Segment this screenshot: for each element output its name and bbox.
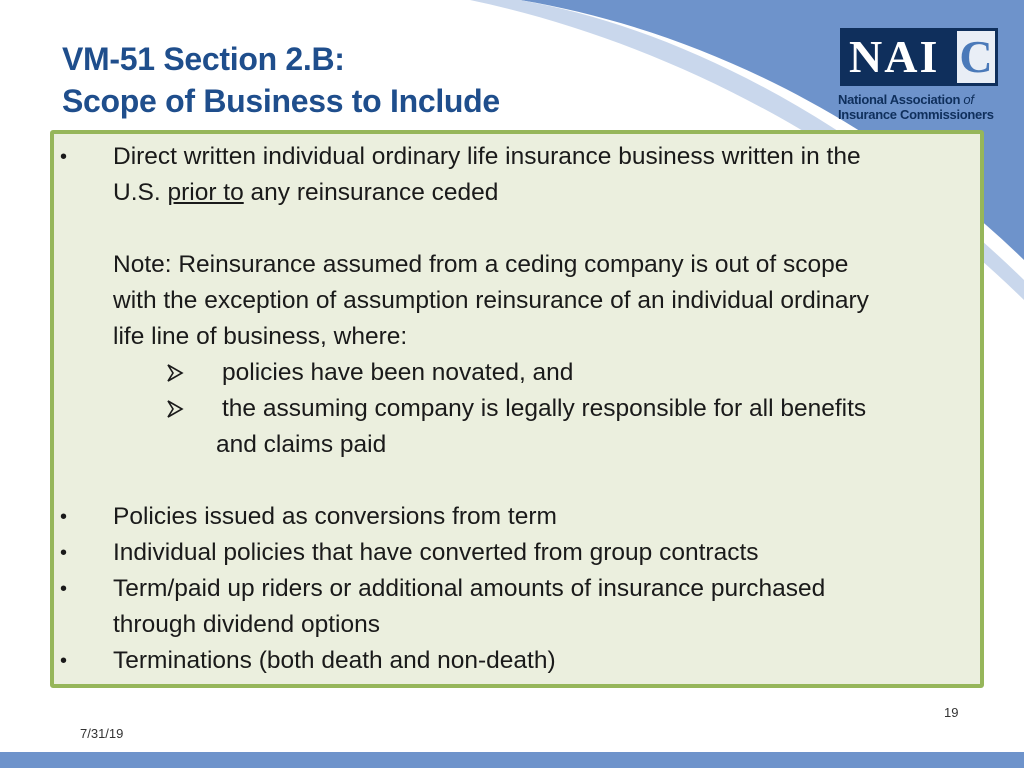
naic-logo-mark xyxy=(840,28,998,86)
sub-item-1: policies have been novated, and xyxy=(222,359,574,386)
naic-logo-line1-of: of xyxy=(963,92,974,107)
naic-logo xyxy=(838,28,1002,122)
slide-date: 7/31/19 xyxy=(80,726,124,741)
bullet-1-line2 xyxy=(113,175,498,211)
bullet-1-line2-post: any reinsurance ceded xyxy=(243,179,499,206)
bullet-2-symbol: • xyxy=(60,506,68,528)
bullet-5-symbol: • xyxy=(60,650,68,672)
naic-logo-subtitle xyxy=(838,92,1002,122)
sub-item-2: the assuming company is legally responsible for all benefits xyxy=(222,395,867,422)
slide-title-line1: VM-51 Section 2.B: xyxy=(62,41,345,77)
arrow-bullet-icon xyxy=(166,355,184,391)
slide-title xyxy=(62,38,500,122)
arrow-bullet-icon xyxy=(166,391,184,427)
bullet-4-text: Term/paid up riders or additional amounts of insurance purchased xyxy=(113,575,826,602)
naic-logo-line1: National Association xyxy=(838,92,964,107)
naic-logo-line2: Insurance Commissioners xyxy=(838,107,994,122)
slide-title-line2: Scope of Business to Include xyxy=(62,83,500,119)
footer-bar xyxy=(0,752,1024,768)
naic-logo-letters: NAI xyxy=(849,31,940,82)
bullet-3-text: Individual policies that have converted from group contracts xyxy=(113,539,759,566)
page-number: 19 xyxy=(944,705,959,720)
sub-item-2-continuation: and claims paid xyxy=(216,431,387,458)
note-line3: life line of business, where: xyxy=(113,323,408,350)
bullet-2-text: Policies issued as conversions from term xyxy=(113,503,557,530)
bullet-1-line2-pre: U.S. xyxy=(113,179,168,206)
note-line1: Note: Reinsurance assumed from a ceding company is out of scope xyxy=(113,251,849,278)
bullet-3-symbol: • xyxy=(60,542,68,564)
bullet-4-symbol: • xyxy=(60,578,68,600)
bullet-5-text: Terminations (both death and non-death) xyxy=(113,647,556,674)
naic-logo-letter-c: C xyxy=(957,31,995,83)
bullet-4-continuation: through dividend options xyxy=(113,611,380,638)
bullet-1-line1: Direct written individual ordinary life insurance business written in the xyxy=(113,143,861,170)
note-line2: with the exception of assumption reinsurance of an individual ordinary xyxy=(113,287,869,314)
prior-to-underlined: prior to xyxy=(167,179,244,206)
bullet-1-symbol: • xyxy=(60,146,68,168)
